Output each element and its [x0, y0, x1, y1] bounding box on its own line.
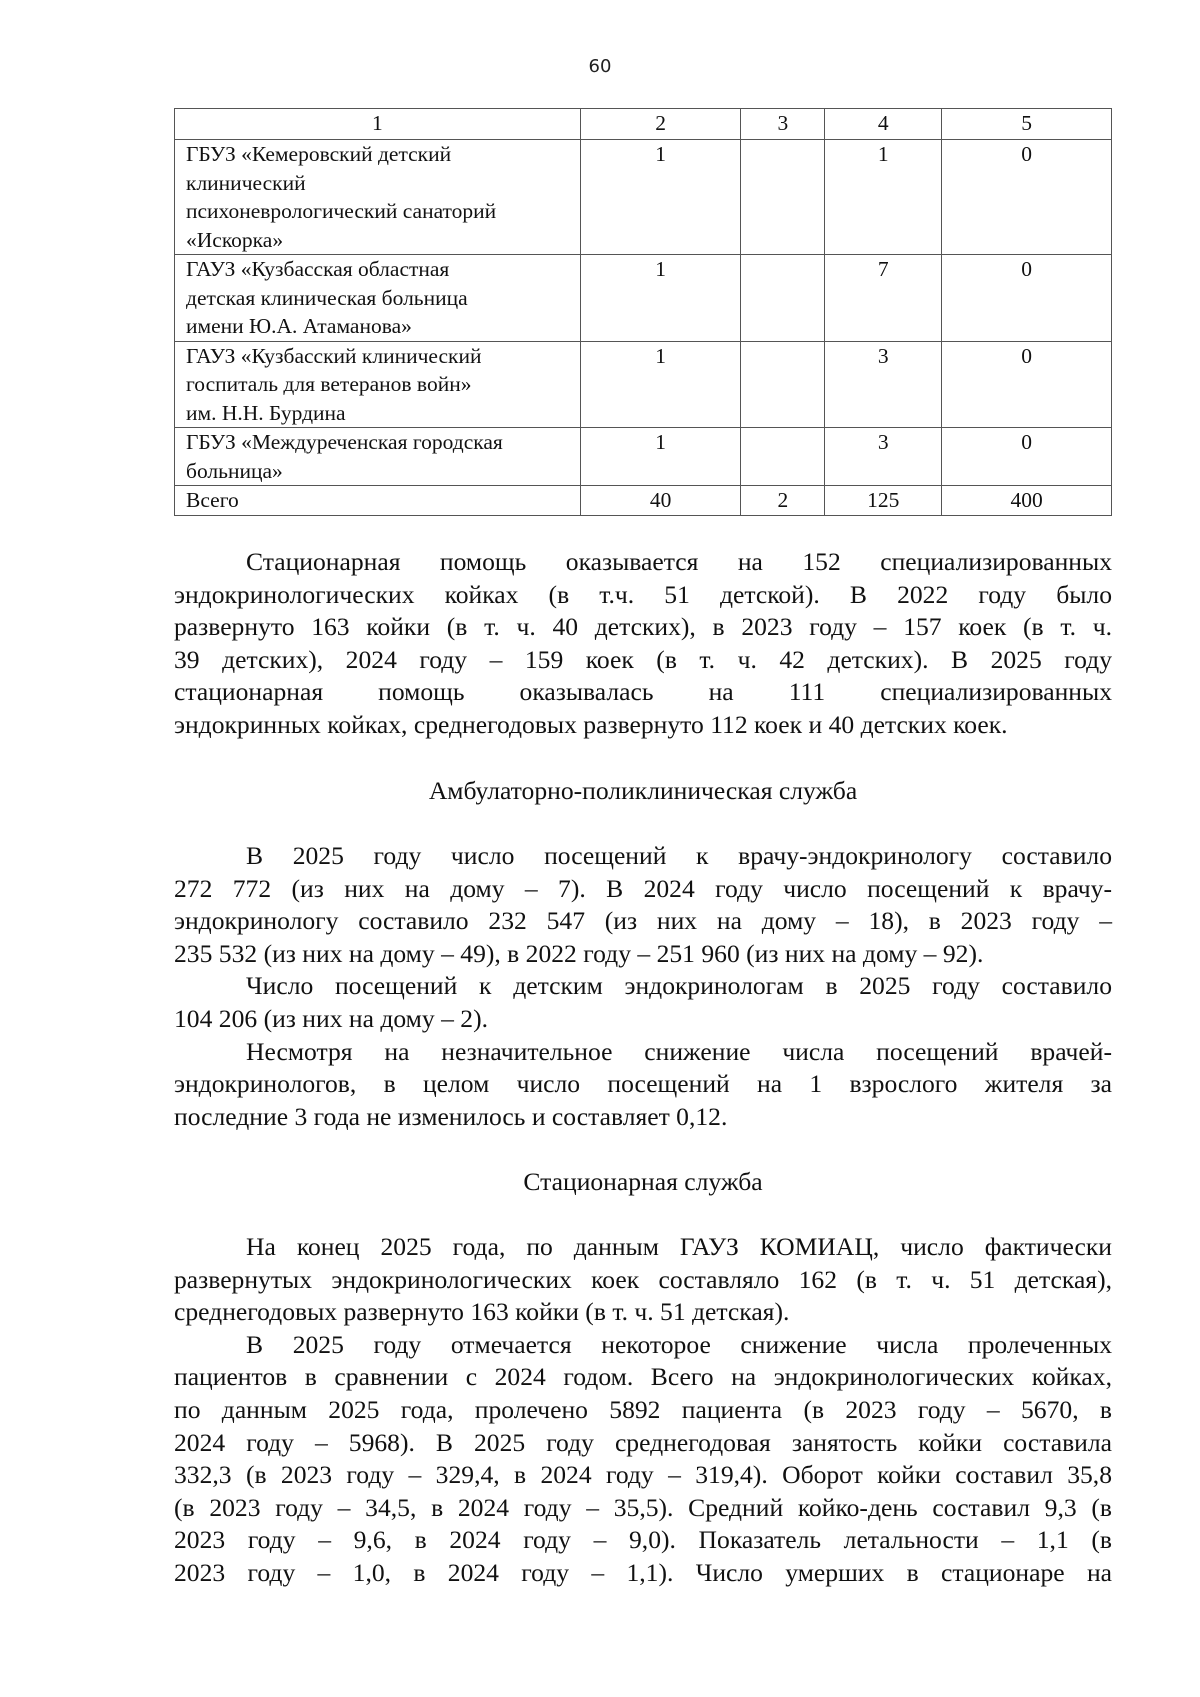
table-cell: 3	[825, 341, 942, 428]
text-line: эндокринологических койках (в т.ч. 51 детской). В 2022 году было	[174, 579, 1112, 609]
table-cell	[741, 341, 825, 428]
institution-name-cell	[175, 140, 581, 255]
section-heading-inpatient: Стационарная служба	[523, 1167, 763, 1196]
table-total-row	[175, 486, 1112, 516]
text-line: 235 532 (из них на дому – 49), в 2022 году – 251 960 (из них на дому – 92).	[174, 938, 984, 968]
table-row	[175, 255, 1112, 342]
table-cell	[741, 428, 825, 486]
table-cell: 2	[741, 486, 825, 516]
cell-line: имени Ю.А. Атаманова»	[186, 314, 412, 338]
table-row	[175, 341, 1112, 428]
table-header-cell: 3	[741, 109, 825, 140]
table-header-cell: 4	[825, 109, 942, 140]
table-cell: 40	[580, 486, 741, 516]
cell-line: ГАУЗ «Кузбасский клинический	[186, 343, 482, 368]
total-label-cell	[175, 486, 581, 516]
table-header-cell: 5	[942, 109, 1112, 140]
page-number: 60	[588, 56, 612, 77]
cell-line: ГБУЗ «Кемеровский детский	[186, 142, 452, 166]
table-header-cell: 2	[580, 109, 741, 140]
text-line: последние 3 года не изменилось и составляет 0,12.	[174, 1101, 728, 1131]
text-line: эндокринологов, в целом число посещений на 1 взрослого жителя за	[174, 1069, 1112, 1099]
table-row	[175, 140, 1112, 255]
table-cell	[741, 140, 825, 255]
table-cell: 0	[942, 140, 1112, 255]
text-line: развернуто 163 койки (в т. ч. 40 детских), в 2023 году – 157 коек (в т. ч.	[174, 612, 1112, 642]
institution-name-cell	[175, 255, 581, 342]
text-line: эндокринологу составило 232 547 (из них на дому – 18), в 2023 году –	[174, 906, 1112, 936]
text-line: стационарная помощь оказывалась на 111 специализированных	[174, 677, 1112, 707]
table-cell: 1	[580, 428, 741, 486]
text-line: 39 детских), 2024 году – 159 коек (в т. ч. 42 детских). В 2025 году	[174, 644, 1112, 674]
table-header-row	[175, 109, 1112, 140]
text-line: Число посещений к детским эндокринологам в 2025 году составило	[246, 971, 1112, 1001]
table-cell: 1	[580, 341, 741, 428]
table-cell: 0	[942, 255, 1112, 342]
text-line: 272 772 (из них на дому – 7). В 2024 году число посещений к врачу-	[174, 873, 1112, 903]
table-cell: 400	[942, 486, 1112, 516]
cell-line: «Искорка»	[186, 227, 284, 252]
text-line: пациентов в сравнении с 2024 годом. Всего на эндокринологических койках,	[174, 1362, 1112, 1392]
text-line: развернутых эндокринологических коек составляло 162 (в т. ч. 51 детская),	[174, 1264, 1112, 1294]
table-cell: 125	[825, 486, 942, 516]
cell-line: ГБУЗ «Междуреченская городская	[186, 430, 503, 454]
institution-name-cell	[175, 341, 581, 428]
text-line: В 2025 году число посещений к врачу-эндокринологу составило	[246, 841, 1112, 870]
cell-line: психоневрологический санаторий	[186, 199, 497, 223]
text-line: 2023 году – 1,0, в 2024 году – 1,1). Число умерших в стационаре на	[174, 1557, 1112, 1587]
table-cell: 0	[942, 341, 1112, 428]
cell-line: детская клиническая больница	[186, 285, 468, 310]
text-line: по данным 2025 года, пролечено 5892 пациента (в 2023 году – 5670, в	[174, 1394, 1112, 1424]
table-row	[175, 428, 1112, 486]
paragraph-outpatient-visits	[174, 840, 1112, 1133]
text-line: 104 206 (из них на дому – 2).	[174, 1003, 488, 1033]
cell-line: ГАУЗ «Кузбасская областная	[186, 257, 450, 281]
institution-name-cell	[175, 428, 581, 486]
paragraph-inpatient-care	[174, 546, 1112, 742]
cell-line: госпиталь для ветеранов войн»	[186, 372, 472, 396]
cell-line: клинический	[186, 170, 306, 195]
table-cell: 3	[825, 428, 942, 486]
section-heading-outpatient: Амбулаторно-поликлиническая служба	[428, 776, 858, 805]
text-line: 2024 году – 5968). В 2025 году среднегодовая занятость койки составила	[174, 1427, 1112, 1457]
text-line: 2023 году – 9,6, в 2024 году – 9,0). Показатель летальности – 1,1 (в	[174, 1525, 1112, 1555]
text-line: 332,3 (в 2023 году – 329,4, в 2024 году – 319,4). Оборот койки составил 35,8	[174, 1460, 1112, 1490]
table-cell: 1	[580, 140, 741, 255]
table-header-cell: 1	[175, 109, 581, 140]
cell-line: им. Н.Н. Бурдина	[186, 400, 346, 425]
cell-line: больница»	[186, 458, 283, 483]
table-cell: 7	[825, 255, 942, 342]
table-cell: 0	[942, 428, 1112, 486]
text-line: эндокринных койках, среднегодовых развернуто 112 коек и 40 детских коек.	[174, 709, 1008, 739]
table-cell: 1	[825, 140, 942, 255]
table-cell	[741, 255, 825, 342]
text-line: (в 2023 году – 34,5, в 2024 году – 35,5). Средний койко-день составил 9,3 (в	[174, 1492, 1112, 1522]
text-line: В 2025 году отмечается некоторое снижение числа пролеченных	[246, 1329, 1112, 1359]
table-cell: 1	[580, 255, 741, 342]
text-line: среднегодовых развернуто 163 койки (в т. ч. 51 детская).	[174, 1297, 790, 1327]
cell-line: Всего	[186, 488, 239, 512]
text-line: На конец 2025 года, по данным ГАУЗ КОМИАЦ, число фактически	[246, 1232, 1112, 1261]
text-line: Несмотря на незначительное снижение числа посещений врачей-	[246, 1036, 1112, 1066]
paragraph-inpatient-service	[174, 1231, 1112, 1590]
facilities-table	[174, 108, 1112, 516]
text-line: Стационарная помощь оказывается на 152 специализированных	[246, 547, 1112, 576]
